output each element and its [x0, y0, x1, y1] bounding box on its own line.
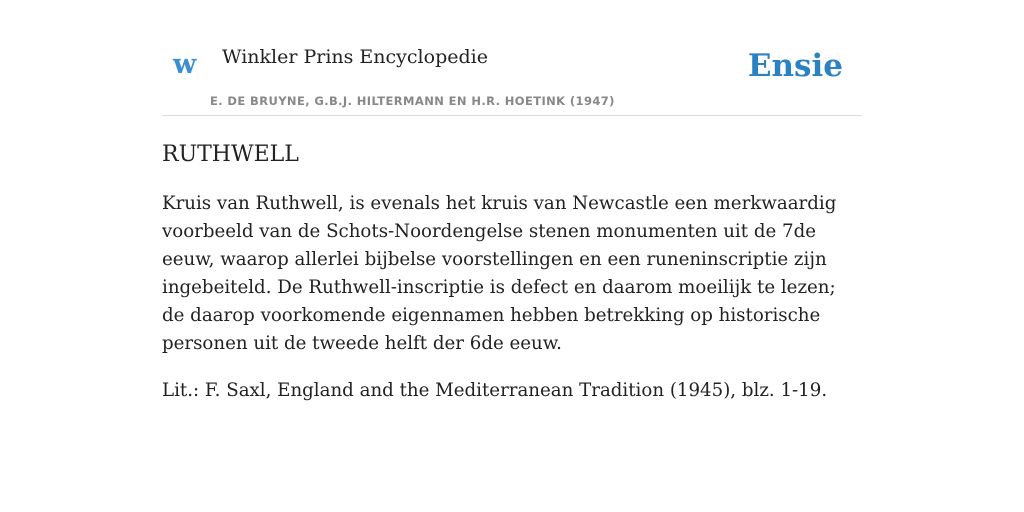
- logo-w-icon[interactable]: w: [173, 49, 197, 80]
- header: [162, 0, 862, 116]
- page: [162, 0, 862, 405]
- entry-title: RUTHWELL: [162, 142, 299, 167]
- authors-line: E. DE BRUYNE, G.B.J. HILTERMANN EN H.R. HOETINK (1947): [210, 94, 615, 108]
- entry-literature: Lit.: F. Saxl, England and the Mediterranean Tradition (1945), blz. 1-19.: [162, 380, 828, 402]
- site-title-link[interactable]: Winkler Prins Encyclopedie: [222, 46, 488, 68]
- entry-body: Kruis van Ruthwell, is evenals het kruis van Newcastle een merkwaardig voorbeeld van de Schots-Noordengelse stenen monumenten uit de 7de eeuw, waarop allerlei bijbelse voorstellingen en een runeninscriptie zijn ingebeiteld. De Ruthwell-inscriptie is defect en daarom moeilijk te lezen; de daarop voorkomende eigennamen hebben betrekking op historische personen uit de tweede helft der 6de eeuw.: [162, 193, 837, 355]
- brand-logo[interactable]: Ensie: [747, 48, 843, 84]
